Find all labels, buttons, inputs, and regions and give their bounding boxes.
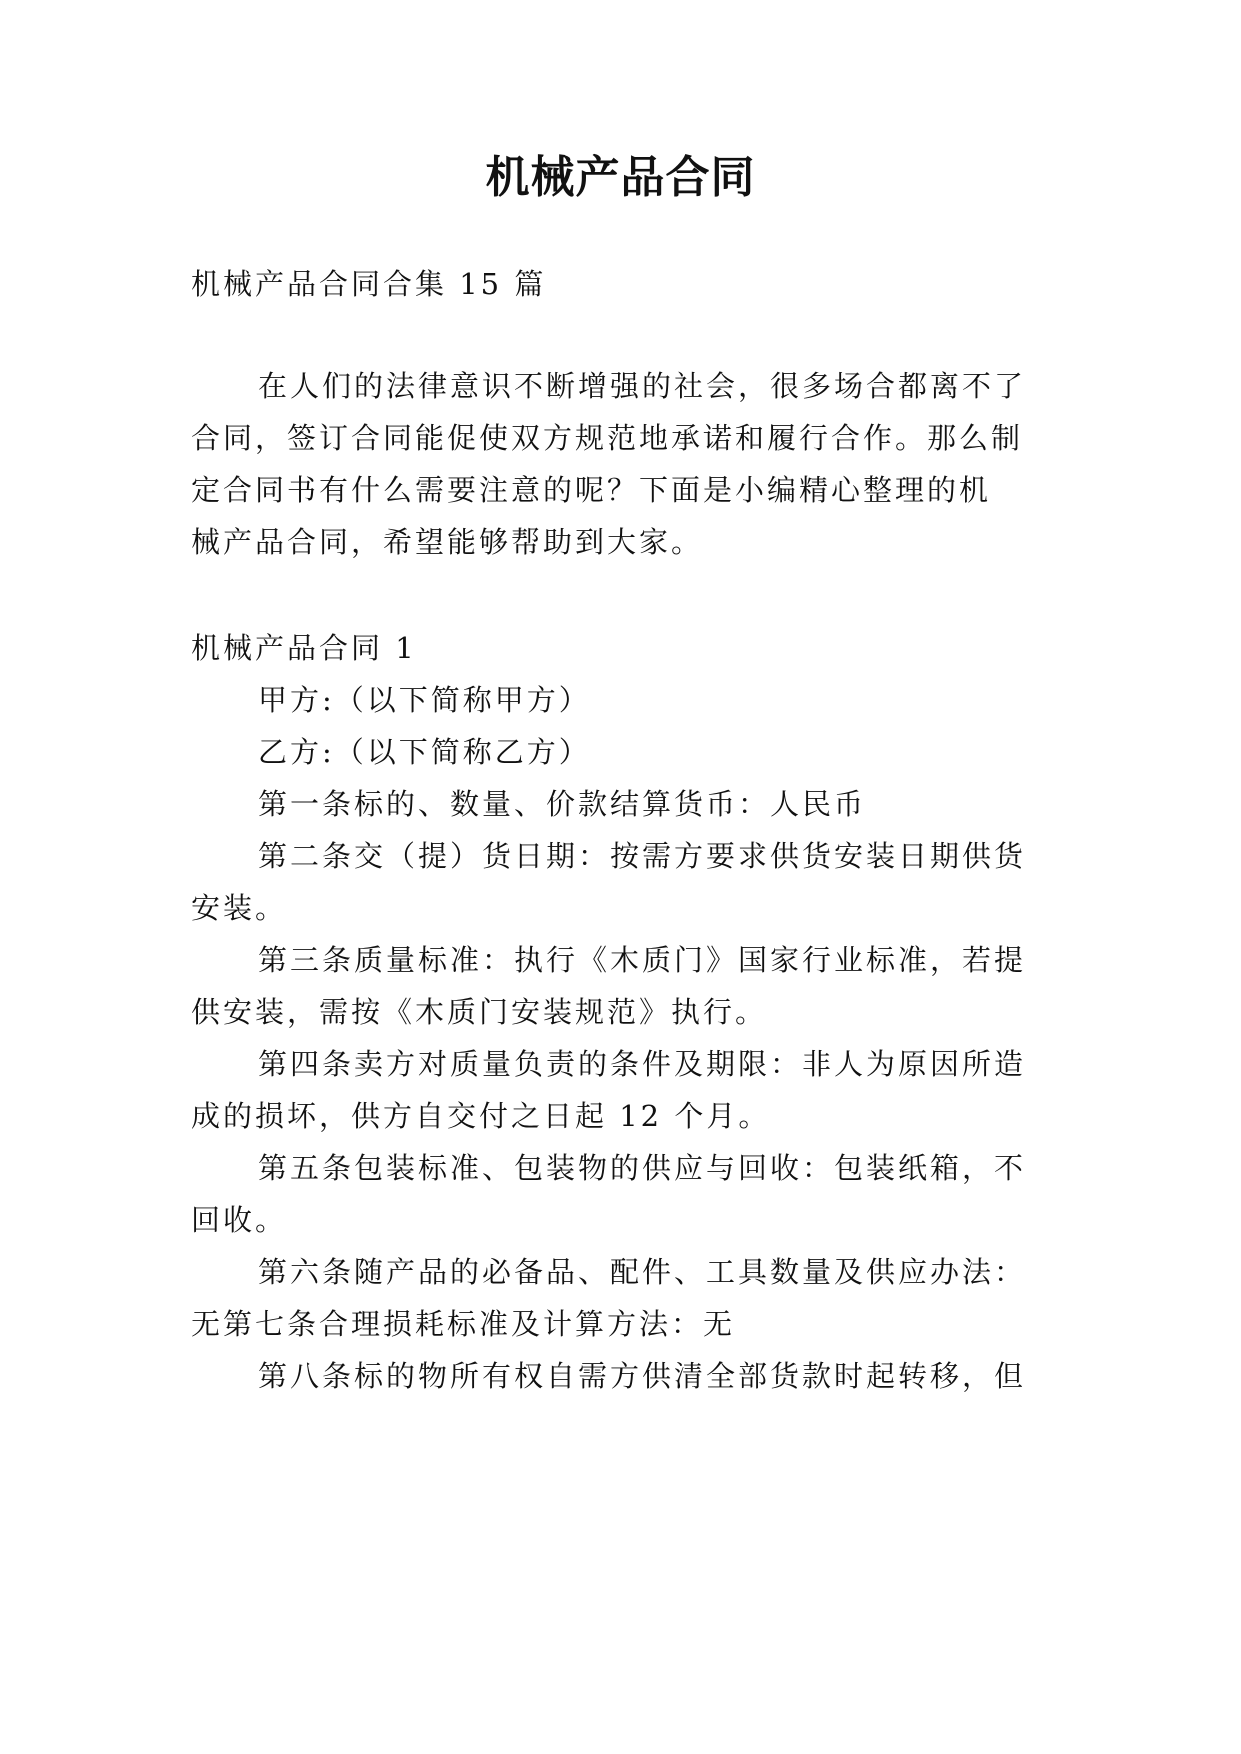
clause-1-line-1: 第一条标的、数量、价款结算货币：人民币 <box>258 787 867 821</box>
section-heading: 机械产品合同 1 <box>191 631 417 665</box>
clause-6-line-2: 无第七条合理损耗标准及计算方法：无 <box>191 1307 736 1341</box>
document-subtitle: 机械产品合同合集 15 篇 <box>191 267 547 301</box>
clause-4-line-2: 成的损坏，供方自交付之日起 12 个月。 <box>191 1099 771 1133</box>
intro-line-2: 合同，签订合同能促使双方规范地承诺和履行合作。那么制 <box>191 421 1024 455</box>
clause-5-line-2: 回收。 <box>191 1203 288 1237</box>
intro-line-4: 械产品合同，希望能够帮助到大家。 <box>191 525 704 559</box>
clause-5-line-1: 第五条包装标准、包装物的供应与回收：包装纸箱，不 <box>258 1151 1027 1185</box>
clause-6-line-1: 第六条随产品的必备品、配件、工具数量及供应办法： <box>258 1255 1027 1289</box>
clause-8-line-1: 第八条标的物所有权自需方供清全部货款时起转移，但 <box>258 1359 1027 1393</box>
party-a-line: 甲方:（以下简称甲方） <box>258 683 591 717</box>
document-title: 机械产品合同 <box>485 152 756 203</box>
clause-3-line-1: 第三条质量标准：执行《木质门》国家行业标准，若提 <box>258 943 1027 977</box>
intro-line-1: 在人们的法律意识不断增强的社会，很多场合都离不了 <box>258 369 1027 403</box>
clause-2-line-1: 第二条交（提）货日期：按需方要求供货安装日期供货 <box>258 839 1027 873</box>
intro-line-3: 定合同书有什么需要注意的呢？下面是小编精心整理的机 <box>191 473 992 507</box>
clause-2-line-2: 安装。 <box>191 891 288 925</box>
clause-4-line-1: 第四条卖方对质量负责的条件及期限：非人为原因所造 <box>258 1047 1027 1081</box>
clause-3-line-2: 供安装，需按《木质门安装规范》执行。 <box>191 995 768 1029</box>
party-b-line: 乙方:（以下简称乙方） <box>258 735 591 769</box>
